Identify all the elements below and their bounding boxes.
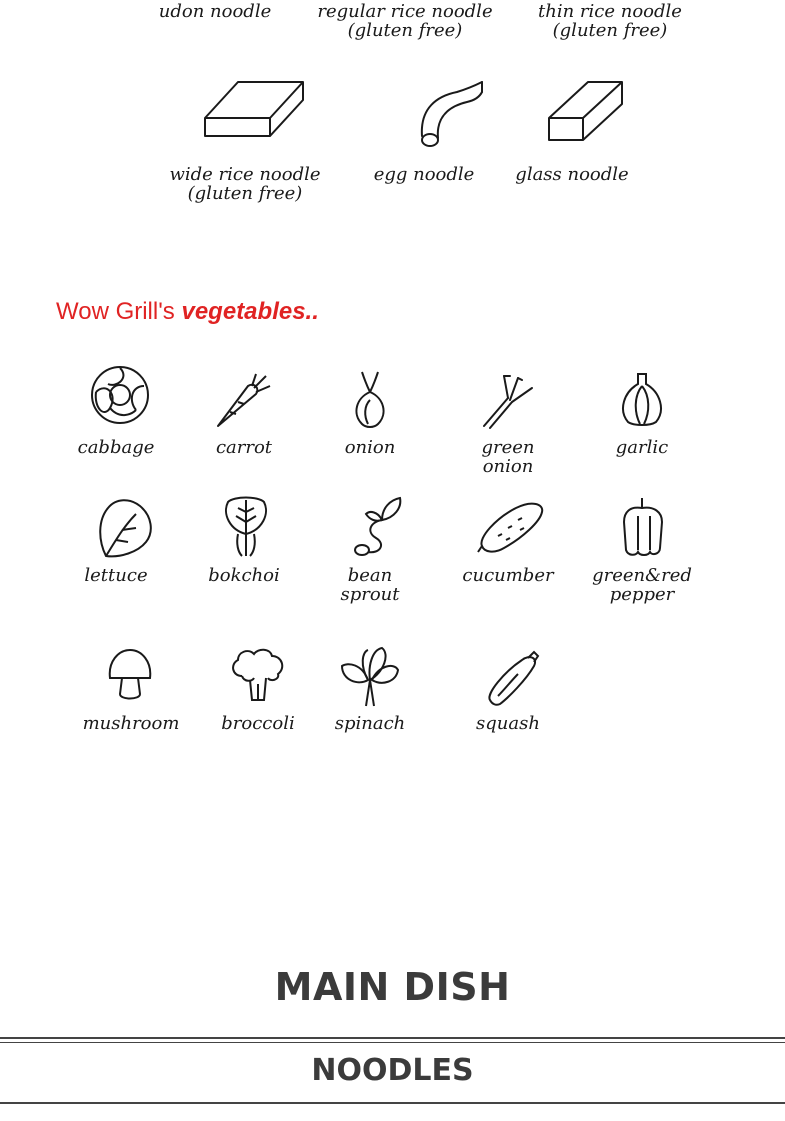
vegetables-heading: Wow Grill's vegetables.. [56, 298, 319, 325]
pepper-label: green&red pepper [592, 565, 692, 605]
broccoli-label: broccoli [221, 713, 295, 734]
mushroom-icon [106, 648, 154, 702]
squash-icon [484, 650, 542, 708]
thin-rice-noodle-label: thin rice noodle (gluten free) [538, 1, 682, 41]
udon-noodle-label: udon noodle [158, 1, 272, 22]
spinach-icon [338, 646, 402, 708]
main-dish-title: MAIN DISH [274, 965, 511, 1009]
wide-rice-noodle-label: wide rice noodle (gluten free) [169, 164, 321, 204]
glass-noodle-label: glass noodle [515, 164, 629, 185]
noodles-section-title: NOODLES [311, 1053, 474, 1088]
garlic-icon [618, 372, 666, 428]
onion-icon [348, 370, 392, 430]
bokchoi-label: bokchoi [208, 565, 280, 586]
lettuce-label: lettuce [84, 565, 148, 586]
green-onion-label: green onion [481, 437, 535, 477]
regular-rice-noodle-label: regular rice noodle (gluten free) [317, 1, 493, 41]
pepper-icon [622, 496, 664, 558]
onion-label: onion [344, 437, 396, 458]
mushroom-label: mushroom [82, 713, 180, 734]
carrot-icon [214, 370, 274, 430]
bean-sprout-icon [352, 496, 404, 558]
spinach-label: spinach [334, 713, 406, 734]
egg-noodle-icon [412, 78, 487, 152]
cabbage-icon [88, 364, 152, 426]
bean-sprout-label: bean sprout [340, 565, 400, 605]
lettuce-icon [96, 496, 154, 560]
glass-noodle-icon [544, 76, 628, 146]
egg-noodle-label: egg noodle [373, 164, 475, 185]
bokchoi-icon [220, 494, 272, 560]
divider-bottom [0, 1102, 785, 1104]
divider-top [0, 1037, 785, 1039]
broccoli-icon [228, 648, 288, 702]
cucumber-icon [476, 498, 546, 556]
garlic-label: garlic [615, 437, 669, 458]
green-onion-icon [480, 372, 536, 430]
cucumber-label: cucumber [462, 565, 554, 586]
cabbage-label: cabbage [77, 437, 155, 458]
squash-label: squash [476, 713, 540, 734]
divider-top-thin [0, 1042, 785, 1043]
carrot-label: carrot [215, 437, 273, 458]
wide-rice-noodle-icon [200, 76, 310, 142]
